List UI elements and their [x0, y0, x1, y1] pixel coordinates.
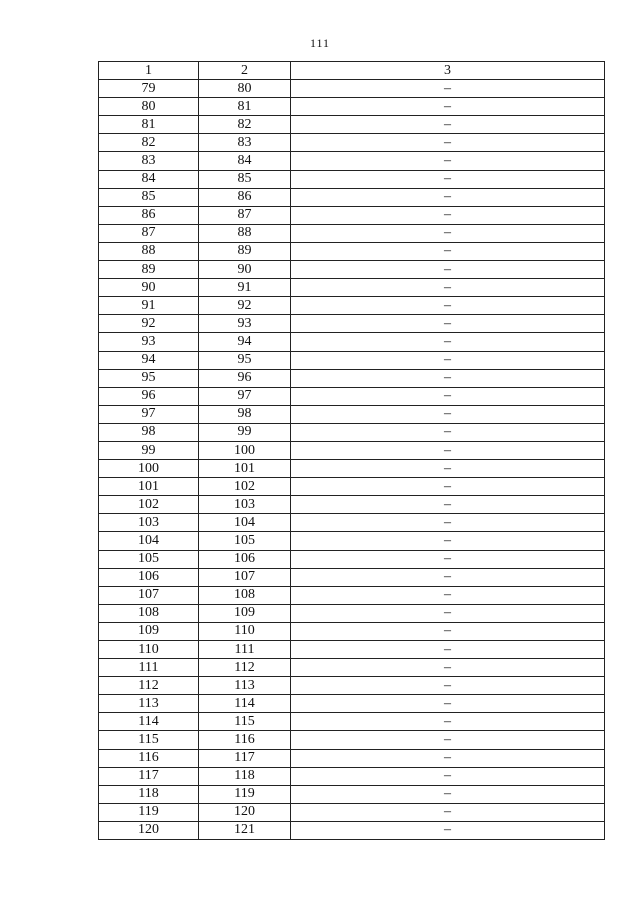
- table-cell-col-3: –: [291, 641, 605, 659]
- table-row: [99, 170, 605, 188]
- table-cell-col-3: –: [291, 261, 605, 279]
- table-row: [99, 206, 605, 224]
- table-cell-col-3: –: [291, 460, 605, 478]
- table-row: [99, 641, 605, 659]
- table-cell-col-2: 121: [199, 821, 291, 839]
- table-row: [99, 152, 605, 170]
- table-cell-col-3: –: [291, 659, 605, 677]
- table-row: [99, 821, 605, 839]
- table-row: [99, 713, 605, 731]
- table-row: [99, 496, 605, 514]
- table-row: [99, 622, 605, 640]
- table-cell-col-1: 116: [99, 749, 199, 767]
- table-row: [99, 586, 605, 604]
- table-cell-col-3: –: [291, 98, 605, 116]
- table-cell-col-1: 83: [99, 152, 199, 170]
- table-row: [99, 532, 605, 550]
- table-row: [99, 116, 605, 134]
- table-cell-col-1: 79: [99, 80, 199, 98]
- table-cell-col-1: 107: [99, 586, 199, 604]
- table-row: [99, 749, 605, 767]
- table-row: [99, 550, 605, 568]
- table-row: [99, 98, 605, 116]
- table-cell-col-3: –: [291, 695, 605, 713]
- table-cell-col-1: 117: [99, 767, 199, 785]
- table-cell-col-1: 110: [99, 641, 199, 659]
- table-row: [99, 803, 605, 821]
- table-cell-col-2: 119: [199, 785, 291, 803]
- table-cell-col-2: 98: [199, 405, 291, 423]
- table-cell-col-1: 91: [99, 297, 199, 315]
- table-cell-col-1: 112: [99, 677, 199, 695]
- table-cell-col-2: 111: [199, 641, 291, 659]
- table-cell-col-1: 96: [99, 387, 199, 405]
- table-cell-col-3: –: [291, 242, 605, 260]
- table-cell-col-2: 103: [199, 496, 291, 514]
- table-row: [99, 188, 605, 206]
- table-cell-col-1: 93: [99, 333, 199, 351]
- table-row: [99, 369, 605, 387]
- page-number: 111: [309, 36, 331, 50]
- table-cell-col-2: 116: [199, 731, 291, 749]
- table-cell-col-1: 111: [99, 659, 199, 677]
- table-cell-col-3: –: [291, 532, 605, 550]
- table-row: [99, 767, 605, 785]
- table-cell-col-1: 100: [99, 460, 199, 478]
- header-cell-3: 3: [291, 62, 605, 80]
- header-row: [99, 62, 605, 80]
- table-cell-col-2: 114: [199, 695, 291, 713]
- table-cell-col-2: 115: [199, 713, 291, 731]
- table-cell-col-1: 90: [99, 279, 199, 297]
- table-cell-col-2: 110: [199, 622, 291, 640]
- header-cell-2: 2: [199, 62, 291, 80]
- table-cell-col-2: 89: [199, 242, 291, 260]
- table-row: [99, 351, 605, 369]
- table-cell-col-2: 86: [199, 188, 291, 206]
- table-cell-col-3: –: [291, 622, 605, 640]
- table-cell-col-3: –: [291, 677, 605, 695]
- table-cell-col-3: –: [291, 387, 605, 405]
- table-cell-col-3: –: [291, 803, 605, 821]
- table-cell-col-3: –: [291, 496, 605, 514]
- table-cell-col-1: 98: [99, 423, 199, 441]
- table-cell-col-3: –: [291, 405, 605, 423]
- table-cell-col-2: 101: [199, 460, 291, 478]
- table-cell-col-2: 87: [199, 206, 291, 224]
- table-cell-col-1: 120: [99, 821, 199, 839]
- table-cell-col-2: 105: [199, 532, 291, 550]
- table-cell-col-3: –: [291, 188, 605, 206]
- table-cell-col-1: 105: [99, 550, 199, 568]
- table-cell-col-1: 104: [99, 532, 199, 550]
- table-cell-col-3: –: [291, 441, 605, 459]
- table-cell-col-2: 107: [199, 568, 291, 586]
- table-row: [99, 242, 605, 260]
- table-row: [99, 659, 605, 677]
- table-cell-col-3: –: [291, 116, 605, 134]
- table-cell-col-2: 118: [199, 767, 291, 785]
- table-cell-col-2: 84: [199, 152, 291, 170]
- table-cell-col-3: –: [291, 206, 605, 224]
- table-cell-col-2: 96: [199, 369, 291, 387]
- table-cell-col-3: –: [291, 749, 605, 767]
- table-cell-col-1: 97: [99, 405, 199, 423]
- table-cell-col-3: –: [291, 152, 605, 170]
- table-row: [99, 387, 605, 405]
- table-cell-col-1: 81: [99, 116, 199, 134]
- table-cell-col-2: 108: [199, 586, 291, 604]
- table-cell-col-3: –: [291, 821, 605, 839]
- table-cell-col-2: 92: [199, 297, 291, 315]
- table-cell-col-2: 109: [199, 604, 291, 622]
- table-cell-col-1: 89: [99, 261, 199, 279]
- table-cell-col-1: 118: [99, 785, 199, 803]
- table-cell-col-2: 83: [199, 134, 291, 152]
- table-cell-col-1: 84: [99, 170, 199, 188]
- table-row: [99, 297, 605, 315]
- table-cell-col-1: 88: [99, 242, 199, 260]
- table-cell-col-1: 94: [99, 351, 199, 369]
- table-cell-col-2: 80: [199, 80, 291, 98]
- table-cell-col-2: 85: [199, 170, 291, 188]
- table-row: [99, 80, 605, 98]
- table-row: [99, 785, 605, 803]
- table-cell-col-3: –: [291, 514, 605, 532]
- table-cell-col-2: 93: [199, 315, 291, 333]
- table-row: [99, 279, 605, 297]
- table-cell-col-2: 88: [199, 224, 291, 242]
- table-cell-col-3: –: [291, 568, 605, 586]
- table-cell-col-2: 120: [199, 803, 291, 821]
- table-body: [99, 80, 605, 840]
- table-cell-col-3: –: [291, 279, 605, 297]
- header-cell-1: 1: [99, 62, 199, 80]
- table-row: [99, 478, 605, 496]
- table-cell-col-3: –: [291, 423, 605, 441]
- table-cell-col-3: –: [291, 315, 605, 333]
- table-cell-col-1: 82: [99, 134, 199, 152]
- table-row: [99, 224, 605, 242]
- table-cell-col-3: –: [291, 170, 605, 188]
- table-cell-col-3: –: [291, 731, 605, 749]
- table-cell-col-1: 108: [99, 604, 199, 622]
- table-row: [99, 441, 605, 459]
- table-row: [99, 677, 605, 695]
- table-cell-col-2: 113: [199, 677, 291, 695]
- table-cell-col-1: 102: [99, 496, 199, 514]
- table-cell-col-3: –: [291, 351, 605, 369]
- table-cell-col-3: –: [291, 297, 605, 315]
- table-cell-col-2: 104: [199, 514, 291, 532]
- table-row: [99, 333, 605, 351]
- table-cell-col-1: 95: [99, 369, 199, 387]
- table-cell-col-2: 90: [199, 261, 291, 279]
- table-row: [99, 134, 605, 152]
- table-cell-col-3: –: [291, 550, 605, 568]
- table-cell-col-3: –: [291, 604, 605, 622]
- table-row: [99, 514, 605, 532]
- table-cell-col-3: –: [291, 767, 605, 785]
- table-cell-col-2: 102: [199, 478, 291, 496]
- data-table: [98, 61, 605, 840]
- table-cell-col-3: –: [291, 369, 605, 387]
- table-cell-col-2: 106: [199, 550, 291, 568]
- table-cell-col-1: 99: [99, 441, 199, 459]
- table-cell-col-1: 92: [99, 315, 199, 333]
- table-cell-col-1: 109: [99, 622, 199, 640]
- table-cell-col-1: 106: [99, 568, 199, 586]
- table-row: [99, 604, 605, 622]
- table-header: [99, 62, 605, 80]
- table-cell-col-2: 91: [199, 279, 291, 297]
- table-cell-col-3: –: [291, 224, 605, 242]
- table-row: [99, 460, 605, 478]
- table-row: [99, 731, 605, 749]
- table-row: [99, 405, 605, 423]
- table-cell-col-1: 101: [99, 478, 199, 496]
- table-cell-col-3: –: [291, 80, 605, 98]
- table-cell-col-1: 80: [99, 98, 199, 116]
- table-cell-col-1: 87: [99, 224, 199, 242]
- table-cell-col-2: 117: [199, 749, 291, 767]
- table-row: [99, 315, 605, 333]
- table-cell-col-3: –: [291, 586, 605, 604]
- table-cell-col-1: 85: [99, 188, 199, 206]
- table-cell-col-1: 114: [99, 713, 199, 731]
- table-row: [99, 568, 605, 586]
- table-cell-col-2: 95: [199, 351, 291, 369]
- table-cell-col-1: 113: [99, 695, 199, 713]
- table-row: [99, 261, 605, 279]
- table-cell-col-2: 99: [199, 423, 291, 441]
- table-cell-col-1: 103: [99, 514, 199, 532]
- table-cell-col-1: 115: [99, 731, 199, 749]
- table-cell-col-2: 82: [199, 116, 291, 134]
- table-cell-col-1: 86: [99, 206, 199, 224]
- table-cell-col-3: –: [291, 785, 605, 803]
- table-cell-col-2: 97: [199, 387, 291, 405]
- table-cell-col-3: –: [291, 713, 605, 731]
- table-cell-col-3: –: [291, 478, 605, 496]
- table-row: [99, 695, 605, 713]
- table-cell-col-3: –: [291, 134, 605, 152]
- table-row: [99, 423, 605, 441]
- table-cell-col-2: 100: [199, 441, 291, 459]
- table-cell-col-2: 94: [199, 333, 291, 351]
- table-cell-col-2: 81: [199, 98, 291, 116]
- table-cell-col-3: –: [291, 333, 605, 351]
- table-cell-col-1: 119: [99, 803, 199, 821]
- table-cell-col-2: 112: [199, 659, 291, 677]
